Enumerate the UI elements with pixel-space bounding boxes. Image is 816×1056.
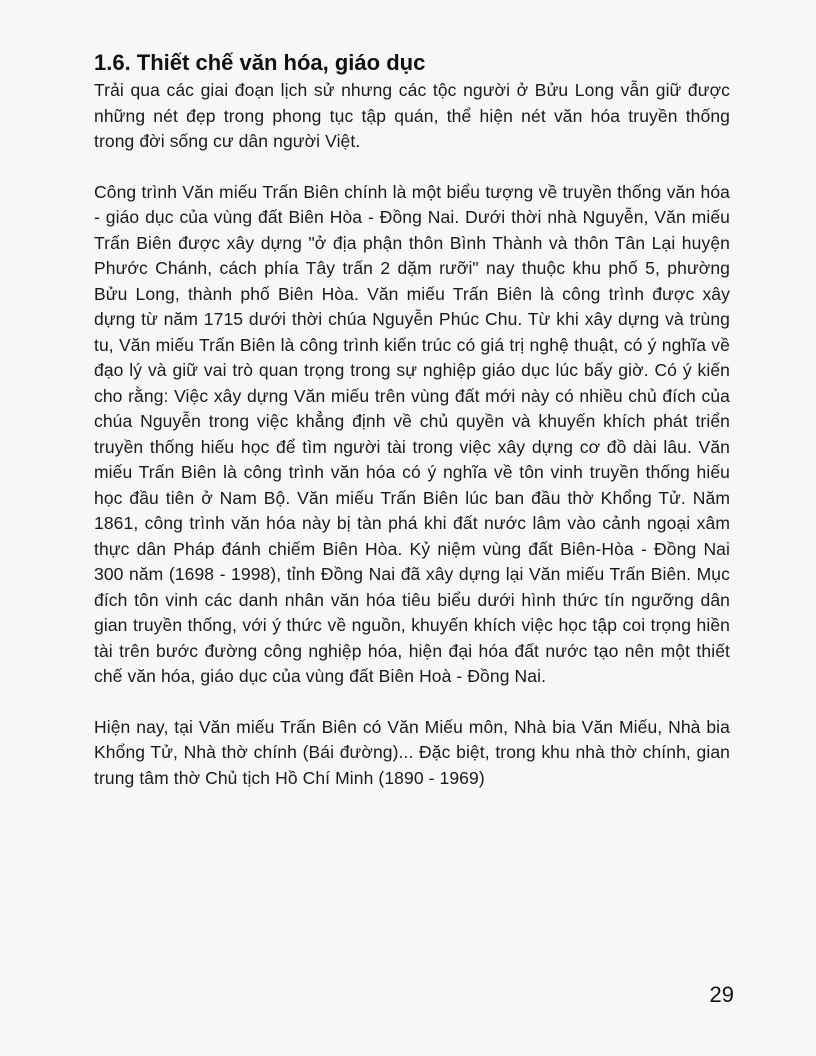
paragraph-spacer: [94, 155, 730, 180]
section-heading: 1.6. Thiết chế văn hóa, giáo dục: [94, 50, 426, 75]
paragraph-van-mieu: Công trình Văn miếu Trấn Biên chính là một biểu tượng về truyền thống văn hóa - giáo dục của vùng đất Biên Hòa - Đồng Nai. Dưới thời nhà Nguyễn, Văn miếu Trấn Biên được xây dựng "ở địa phận thôn Bình Thành và thôn Tân Lại huyện Phước Chánh, cách phía Tây trấn 2 dặm rưỡi" nay thuộc khu phố 5, phường Bửu Long, thành phố Biên Hòa. Văn miếu Trấn Biên là công trình được xây dựng từ năm 1715 dưới thời chúa Nguyễn Phúc Chu. Từ khi xây dựng và trùng tu, Văn miếu Trấn Biên là công trình kiến trúc có giá trị nghệ thuật, có ý nghĩa về đạo lý và giữ vai trò quan trọng trong sự nghiệp giáo dục lúc bấy giờ. Có ý kiến cho rằng: Việc xây dựng Văn miếu trên vùng đất mới này có nhiều chủ đích của chúa Nguyễn trong việc khẳng định về chủ quyền và khuyến khích phát triển truyền thống hiếu học để tìm người tài trong việc xây dựng cơ đồ dài lâu. Văn miếu Trấn Biên là công trình văn hóa có ý nghĩa về tôn vinh truyền thống hiếu học đầu tiên ở Nam Bộ. Văn miếu Trấn Biên lúc ban đầu thờ Khổng Tử. Năm 1861, công trình văn hóa này bị tàn phá khi đất nước lâm vào cảnh ngoại xâm thực dân Pháp đánh chiếm Biên Hòa. Kỷ niệm vùng đất Biên-Hòa - Đồng Nai 300 năm (1698 - 1998), tỉnh Đồng Nai đã xây dựng lại Văn miếu Trấn Biên. Mục đích tôn vinh các danh nhân văn hóa tiêu biểu dưới hình thức tín ngưỡng dân gian truyền thống, với ý thức về nguồn, khuyến khích việc học tập coi trọng hiền tài trên bước đường công nghiệp hóa, hiện đại hóa đất nước tạo nên một thiết chế văn hóa, giáo dục của vùng đất Biên Hoà - Đồng Nai.: [94, 181, 730, 686]
paragraph-spacer: [94, 690, 730, 715]
paragraph-intro: Trải qua các giai đoạn lịch sử nhưng các tộc người ở Bửu Long vẫn giữ được những nét đẹp trong phong tục tập quán, thể hiện nét văn hóa truyền thống trong đời sống cư dân người Việt.: [94, 80, 730, 151]
paragraph-current: Hiện nay, tại Văn miếu Trấn Biên có Văn Miếu môn, Nhà bia Văn Miếu, Nhà bia Khổng Tử, Nhà thờ chính (Bái đường)... Đặc biệt, trong khu nhà thờ chính, gian trung tâm thờ Chủ tịch Hồ Chí Minh (1890 - 1969): [94, 716, 730, 788]
page-number: 29: [709, 982, 734, 1007]
page-content: [94, 48, 730, 791]
